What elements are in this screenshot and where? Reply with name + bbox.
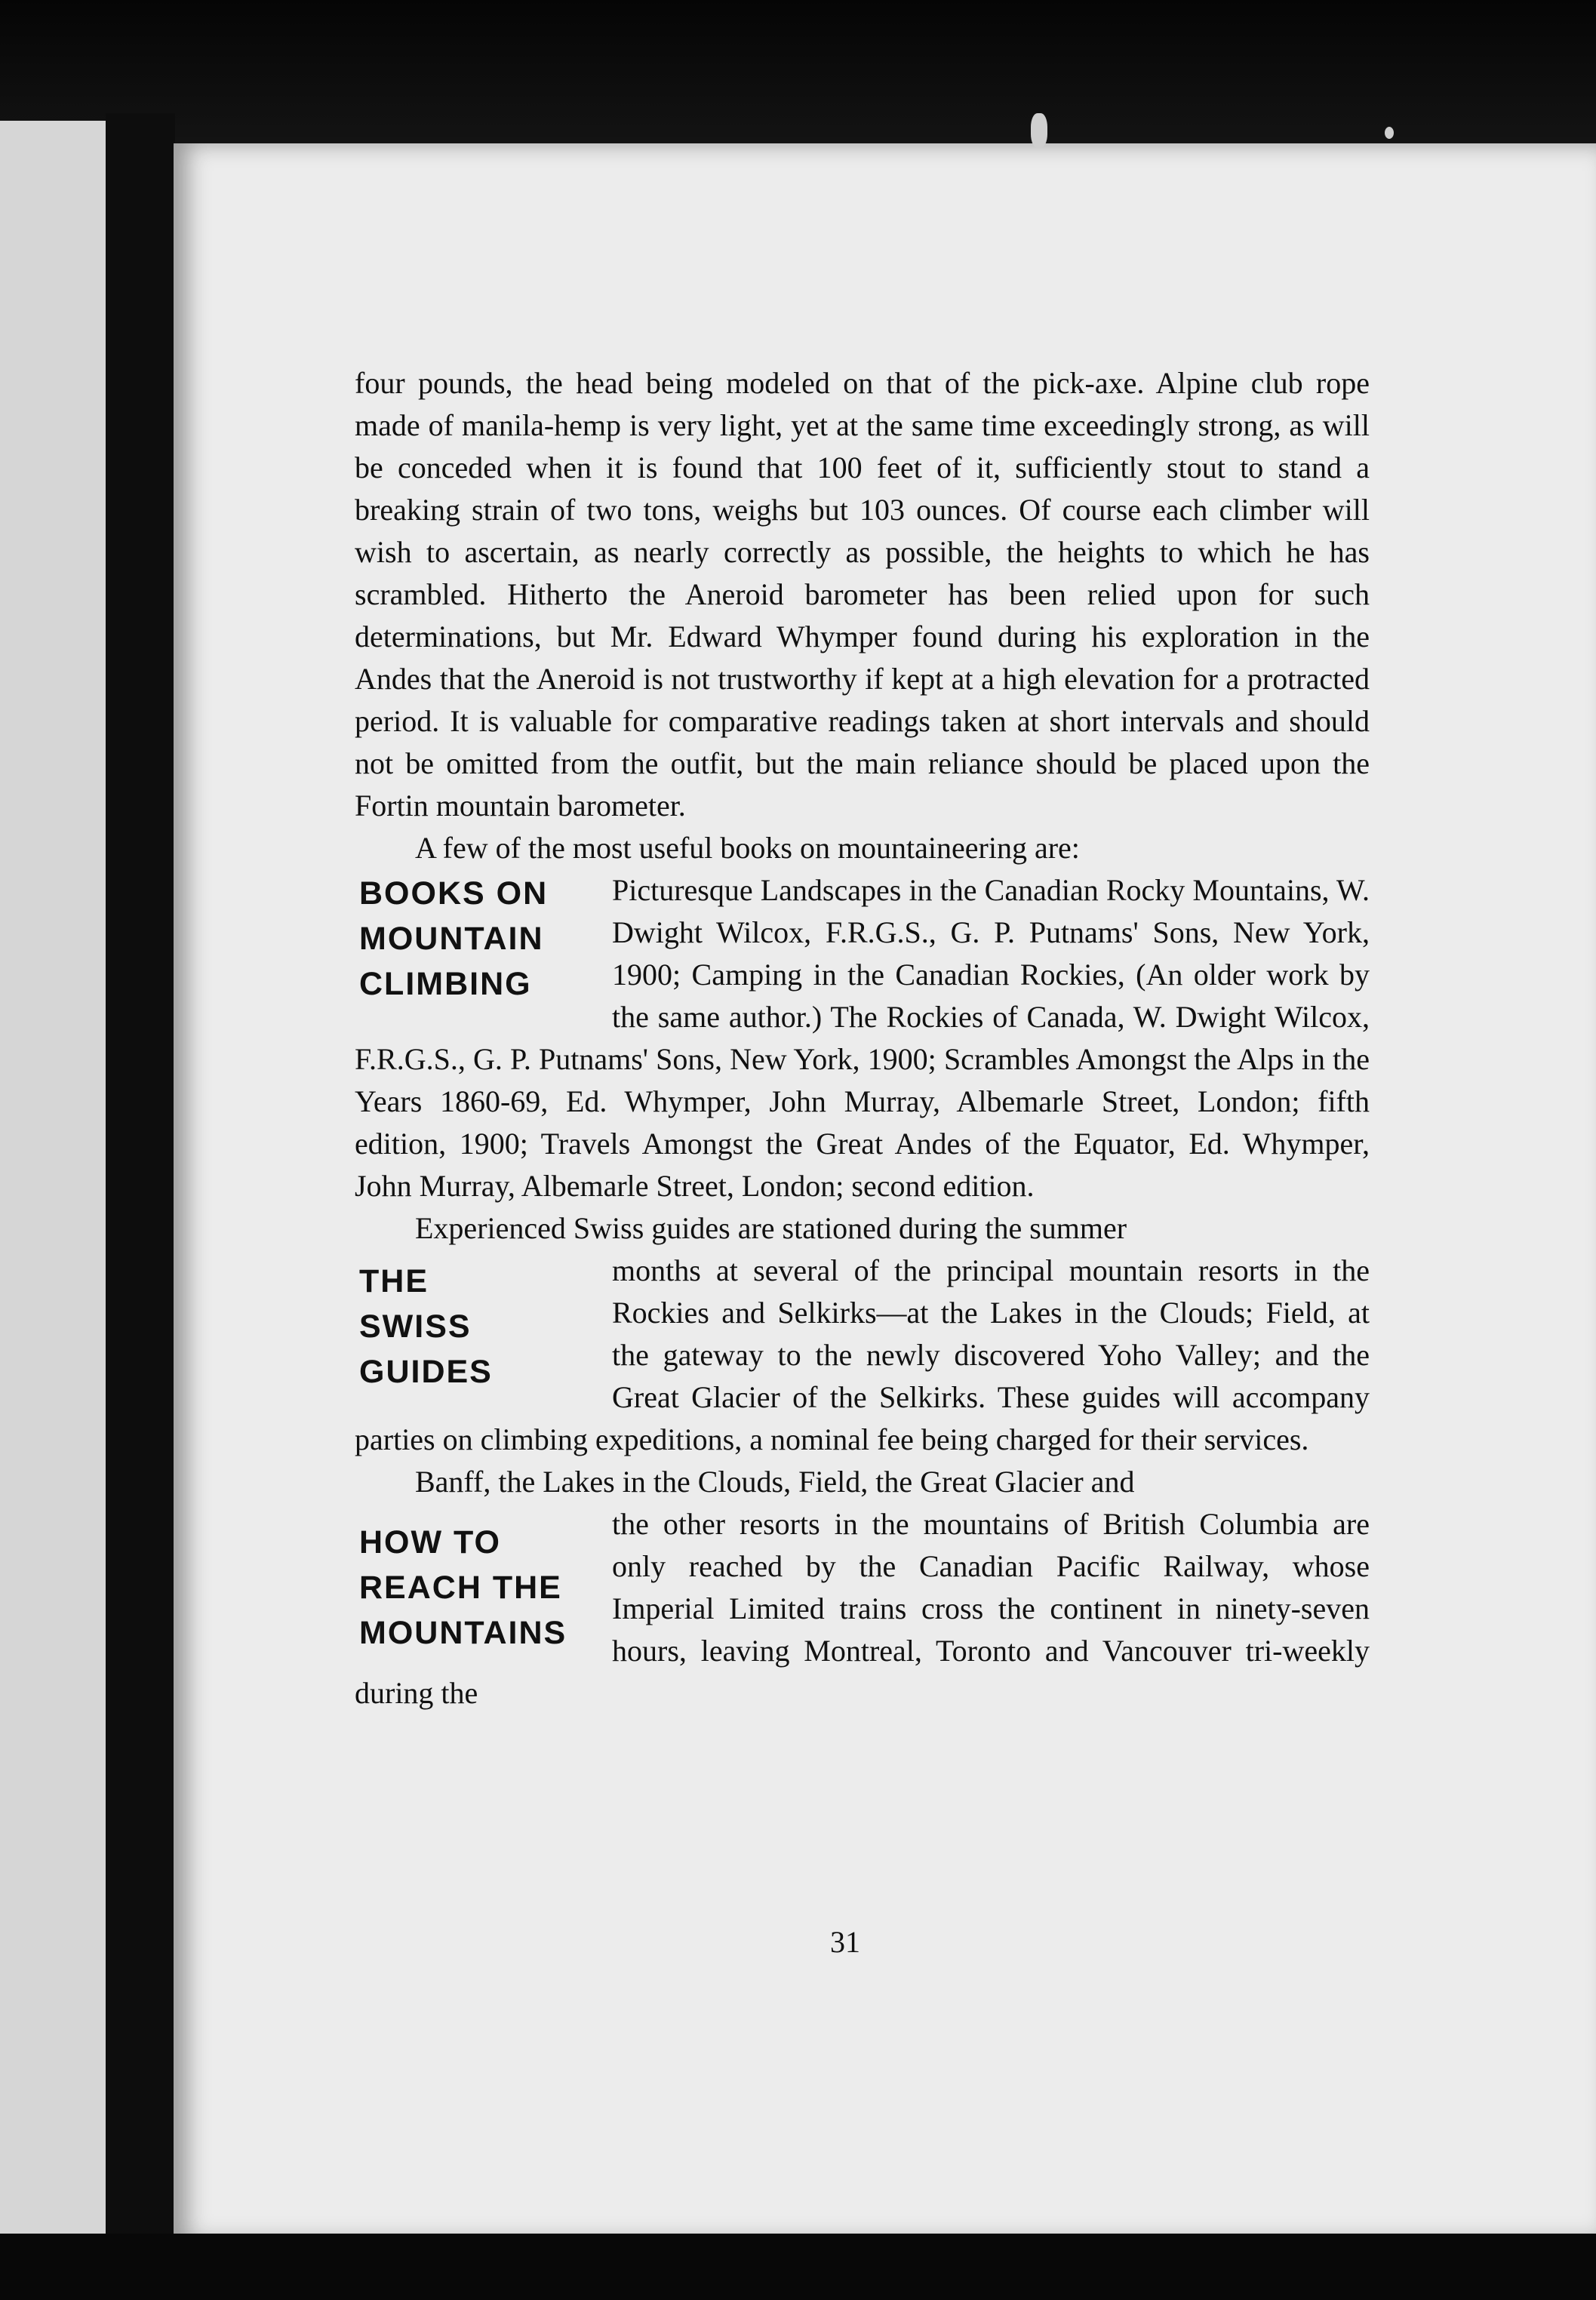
swiss-lead: Experienced Swiss guides are stationed during the summer [415, 1211, 1127, 1245]
scan-fleck [1385, 127, 1394, 139]
heading-line: BOOKS ON [359, 875, 549, 912]
page-gutter [106, 113, 175, 2271]
heading-line: HOW TO [359, 1524, 501, 1560]
section-books [355, 869, 1370, 1207]
page-number: 31 [830, 1925, 860, 1959]
reach-lead: Banff, the Lakes in the Clouds, Field, the Great Glacier and [415, 1465, 1135, 1499]
scan-bottom-edge [0, 2234, 1596, 2300]
sidenote-heading-books [359, 871, 612, 1007]
sidenote-heading-how-to-reach [359, 1520, 612, 1656]
intro-paragraph: four pounds, the head being modeled on that of the pick-axe. Alpine club rope made of manila-hemp is very light, yet at the same time exceedingly strong, as will be conceded when it is found that 100 feet of it, sufficiently stout to stand a breaking strain of two tons, weighs but 103 ounces. Of course each climber will wish to ascertain, as nearly correctly as possible, the heights to which he has scrambled. Hitherto the Aneroid barometer has been relied upon for such determinations, but Mr. Edward Whymper found during his exploration in the Andes that the Aneroid is not trustworthy if kept at a high elevation for a protracted period. It is valuable for comparative readings taken at short intervals and should not be omitted from the outfit, but the main reliance should be placed upon the Fortin mountain barometer. [355, 366, 1370, 823]
heading-line: REACH THE [359, 1570, 562, 1606]
books-body: Picturesque Landscapes in the Canadian Rocky Mountains, W. Dwight Wilcox, F.R.G.S., G. P. Putnams' Sons, New York, 1900; Camping in the Canadian Rockies, (An older work by the same author.) The Rockies of Canada, W. Dwight Wilcox, F.R.G.S., G. P. Putnams' Sons, New York, 1900; Scrambles Amongst the Alps in the Years 1860-69, Ed. Whymper, John Murray, Albemarle Street, London; fifth edition, 1900; Travels Amongst the Great Andes of the Equator, Ed. Whymper, John Murray, Albemarle Street, London; second edition. [355, 873, 1370, 1203]
heading-line: SWISS [359, 1308, 472, 1345]
books-lead: A few of the most useful books on mountaineering are: [415, 831, 1080, 865]
heading-line: THE [359, 1263, 429, 1299]
section-swiss-guides [355, 1250, 1370, 1461]
swiss-body: months at several of the principal mountain resorts in the Rockies and Selkirks—at the Lakes in the Clouds; Field, at the gateway to the newly discovered Yoho Valley; and the Great Glacier of the Selkirks. These guides will accompany parties on climbing expeditions, a nominal fee being charged for their services. [355, 1253, 1370, 1456]
heading-line: GUIDES [359, 1354, 493, 1390]
scan-fleck [1031, 113, 1047, 148]
heading-line: MOUNTAINS [359, 1615, 567, 1651]
scan-top-edge [0, 0, 1596, 151]
page-text [355, 362, 1370, 1714]
section-how-to-reach [355, 1503, 1370, 1714]
reach-body: the other resorts in the mountains of British Columbia are only reached by the Canadian Pacific Railway, whose Imperial Limited trains cross the continent in ninety-seven hours, leaving Montreal, Toronto and Vancouver tri-weekly during the [355, 1507, 1370, 1710]
heading-line: CLIMBING [359, 966, 532, 1002]
facing-page-edge [0, 121, 112, 2241]
sidenote-heading-swiss-guides [359, 1259, 612, 1394]
heading-line: MOUNTAIN [359, 921, 544, 957]
